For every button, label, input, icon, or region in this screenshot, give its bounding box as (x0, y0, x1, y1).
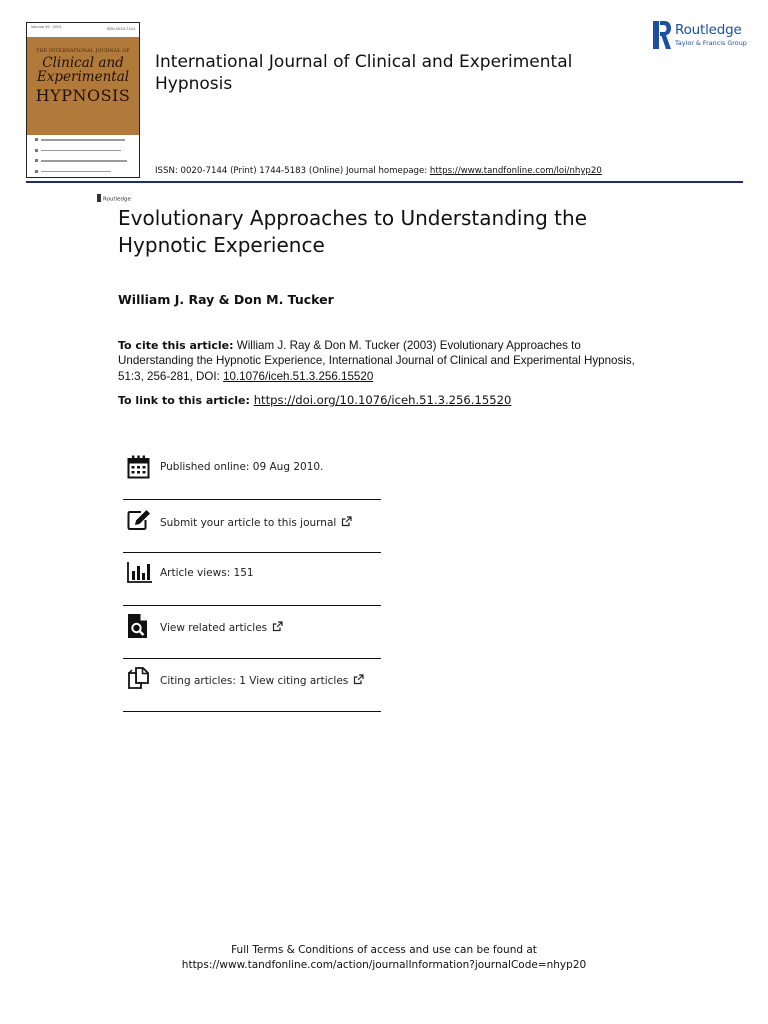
citing-articles-text[interactable] (160, 674, 364, 687)
issn-text: ISSN: 0020-7144 (Print) 1744-5183 (Online) Journal homepage: (155, 166, 430, 176)
journal-title: International Journal of Clinical and Experimental Hypnosis (155, 52, 573, 94)
related-articles-label[interactable]: View related articles (160, 622, 268, 634)
issn-line (155, 166, 602, 176)
external-link-icon (272, 621, 283, 632)
bar-chart-icon (127, 561, 153, 583)
published-online-text: Published online: 09 Aug 2010. (160, 461, 324, 473)
citing-documents-icon (127, 666, 151, 690)
info-divider-5 (123, 711, 381, 712)
info-divider-4 (123, 658, 381, 659)
article-title: Evolutionary Approaches to Understanding the Hypnotic Experience (118, 206, 587, 257)
related-articles-text[interactable] (160, 621, 283, 634)
info-divider-3 (123, 605, 381, 606)
published-online-row (123, 455, 381, 481)
cover-title-line3: HYPNOSIS (35, 86, 131, 105)
info-divider-1 (123, 499, 381, 500)
cover-subtitle: THE INTERNATIONAL JOURNAL OF (36, 49, 130, 54)
external-link-icon (341, 516, 352, 527)
header-divider (26, 181, 743, 183)
routledge-r-icon (653, 21, 671, 49)
cover-top-strip (27, 23, 139, 38)
related-articles-row[interactable] (123, 612, 381, 642)
submit-article-label[interactable]: Submit your article to this journal (160, 517, 337, 529)
edit-icon (127, 509, 151, 531)
routledge-tagline: Taylor & Francis Group (675, 39, 747, 47)
submit-article-text[interactable] (160, 516, 352, 529)
journal-cover (26, 22, 140, 203)
terms-line: Full Terms & Conditions of access and use can be found at (231, 944, 537, 956)
submit-article-row[interactable] (123, 507, 381, 537)
cover-contents-lines (35, 139, 131, 181)
article-url-link[interactable]: https://doi.org/10.1076/iceh.51.3.256.15520 (253, 393, 512, 407)
citation-block (118, 338, 638, 384)
cover-title-line1: Clinical and (42, 55, 124, 71)
cite-label: To cite this article: (118, 339, 234, 352)
citing-articles-label[interactable]: Citing articles: 1 View citing articles (160, 675, 349, 687)
journal-homepage-link[interactable]: https://www.tandfonline.com/loi/nhyp20 (429, 166, 602, 176)
info-divider-2 (123, 552, 381, 553)
svg-text:Routledge: Routledge (103, 196, 131, 203)
link-block (118, 393, 511, 407)
link-label: To link to this article: (118, 394, 254, 407)
cite-text: William J. Ray & Don M. Tucker (2003) Evolutionary Approaches to Understanding the Hypnotic Experience, International Journal of Clinical and Experimental Hypnosis, 51:3, 256-281, DOI: (118, 339, 635, 383)
terms-url[interactable]: https://www.tandfonline.com/action/journalInformation?journalCode=nhyp20 (181, 959, 587, 971)
calendar-icon (127, 455, 150, 479)
terms-footer (0, 943, 768, 973)
cover-publisher-logo (97, 187, 131, 206)
article-views-text: Article views: 151 (160, 567, 254, 579)
citing-articles-row[interactable] (123, 665, 381, 695)
article-authors[interactable]: William J. Ray & Don M. Tucker (118, 292, 334, 307)
cover-title-line2: Experimental (36, 69, 130, 85)
routledge-name: Routledge (675, 22, 742, 38)
article-views-row (123, 560, 381, 588)
routledge-logo[interactable] (653, 21, 753, 51)
document-search-icon (127, 613, 149, 639)
doi-link[interactable]: 10.1076/iceh.51.3.256.15520 (223, 369, 374, 383)
cover-volume: Volume 49 · 2001 (31, 25, 62, 29)
external-link-icon (353, 674, 364, 685)
cover-issn: ISSN 0020-7144 (106, 27, 135, 31)
